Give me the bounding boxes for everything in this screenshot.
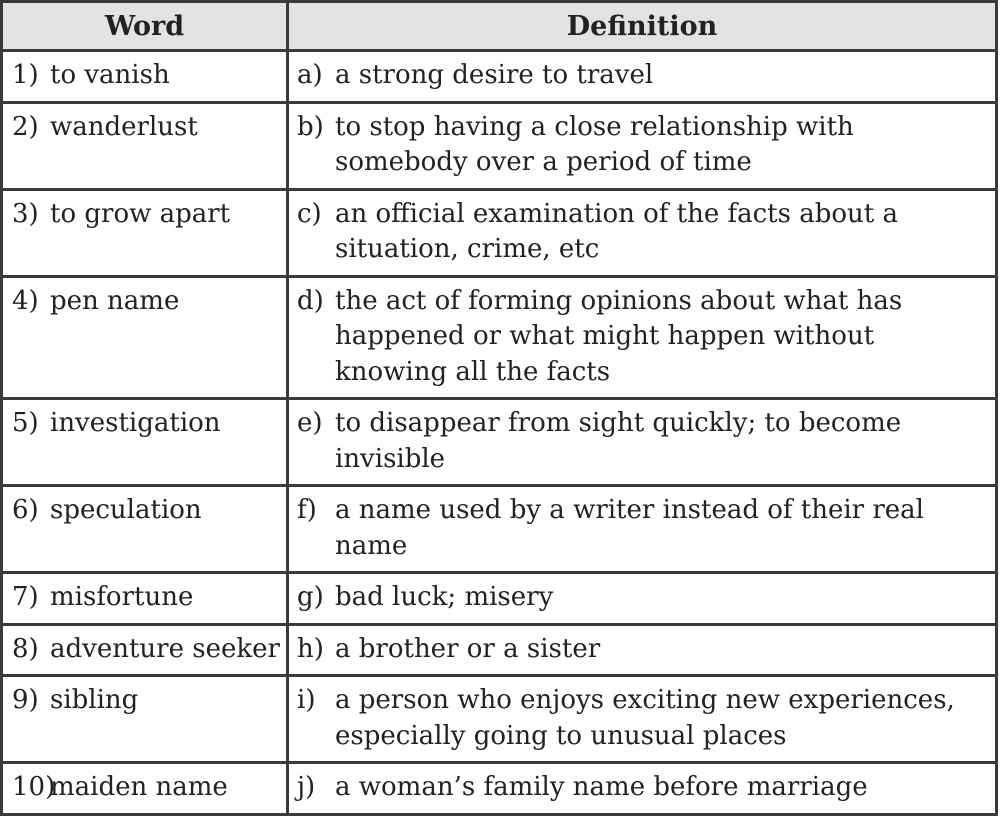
definition-cell [288, 573, 997, 625]
table-row [2, 399, 997, 486]
word-number: 7) [12, 582, 39, 612]
word-cell [2, 189, 288, 276]
table-row [2, 763, 997, 815]
table-row [2, 276, 997, 399]
definition-cell [288, 763, 997, 815]
definition-text: a name used by a writer instead of their real name [335, 495, 924, 561]
word-text: investigation [50, 408, 221, 438]
word-cell [2, 486, 288, 573]
definition-letter: a) [297, 60, 323, 90]
definition-letter: c) [297, 198, 322, 229]
word-column-header: Word [2, 2, 288, 51]
definition-letter: b) [297, 111, 324, 142]
definition-text: the act of forming opinions about what has happened or what might happen without knowing all the facts [335, 285, 903, 387]
definition-text: a woman’s family name before marriage [335, 772, 868, 802]
table-row [2, 486, 997, 573]
word-number: 1) [12, 60, 39, 90]
word-text: to vanish [50, 60, 170, 90]
word-number: 9) [12, 685, 39, 715]
definition-cell [288, 624, 997, 676]
word-text: to grow apart [50, 198, 231, 229]
word-text: speculation [50, 495, 202, 525]
definition-text: bad luck; misery [335, 582, 554, 612]
word-number: 5) [12, 408, 39, 438]
word-cell [2, 676, 288, 763]
word-text: wanderlust [50, 111, 198, 142]
table-row [2, 51, 997, 103]
word-text: misfortune [50, 582, 194, 612]
table-row [2, 573, 997, 625]
definition-text: a person who enjoys exciting new experiences, especially going to unusual places [335, 685, 955, 751]
word-cell [2, 763, 288, 815]
table-row [2, 102, 997, 189]
word-cell [2, 399, 288, 486]
definition-text: to stop having a close relationship with somebody over a period of time [335, 111, 854, 177]
word-cell [2, 51, 288, 103]
definition-text: a brother or a sister [335, 633, 601, 664]
definition-text: a strong desire to travel [335, 60, 654, 90]
definition-cell [288, 676, 997, 763]
word-number: 8) [12, 633, 39, 664]
definition-cell [288, 399, 997, 486]
word-text: maiden name [50, 772, 228, 802]
word-cell [2, 102, 288, 189]
word-text: sibling [50, 685, 139, 715]
definition-letter: e) [297, 408, 323, 438]
word-cell [2, 624, 288, 676]
definition-cell [288, 51, 997, 103]
definition-cell [288, 189, 997, 276]
definition-letter: h) [297, 633, 324, 664]
definition-letter: g) [297, 582, 324, 612]
definition-cell [288, 102, 997, 189]
word-number: 10) [12, 772, 56, 802]
header-row [2, 2, 997, 51]
word-number: 4) [12, 285, 39, 316]
definition-letter: i) [297, 685, 316, 715]
word-number: 2) [12, 111, 39, 142]
table-row [2, 189, 997, 276]
word-text: adventure seeker [50, 633, 280, 664]
definition-column-header: Definition [288, 2, 997, 51]
definition-text: an official examination of the facts about a situation, crime, etc [335, 198, 898, 264]
table-row [2, 624, 997, 676]
word-text: pen name [50, 285, 180, 316]
word-number: 3) [12, 198, 39, 229]
word-number: 6) [12, 495, 39, 525]
word-cell [2, 573, 288, 625]
definition-cell [288, 486, 997, 573]
word-cell [2, 276, 288, 399]
definition-text: to disappear from sight quickly; to become invisible [335, 408, 902, 474]
definition-letter: f) [297, 495, 317, 525]
definition-letter: d) [297, 285, 324, 316]
definition-letter: j) [297, 772, 316, 802]
definition-cell [288, 276, 997, 399]
table-row [2, 676, 997, 763]
